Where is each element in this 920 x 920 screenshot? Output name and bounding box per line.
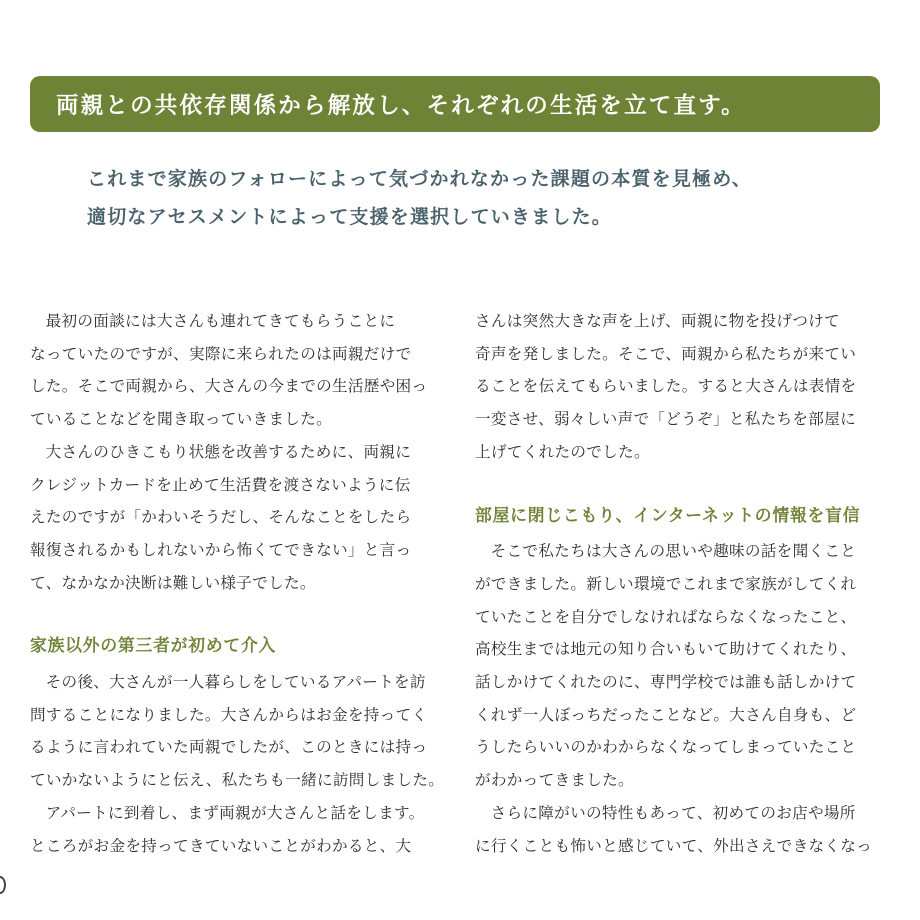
text-line: 高校生までは地元の知り合いもいて助けてくれたり、 [475, 640, 857, 659]
text-line: した。そこで両親から、大さんの今までの生活歴や困っ [30, 377, 428, 396]
text-line: に行くことも怖いと感じていて、外出さえできなくなっ [475, 836, 873, 855]
text-line: うしたらいいのかわからなくなってしまっていたこと [475, 738, 857, 757]
text-line: 問することになりました。大さんからはお金を持ってく [30, 705, 428, 724]
text-line: がわかってきました。 [475, 771, 634, 790]
paragraph [30, 305, 442, 436]
text-line: 最初の面談には大さんも連れてきてもらうことに [45, 312, 396, 330]
paragraph [30, 436, 442, 600]
lead-line: 適切なアセスメントによって支援を選択していきました。 [87, 206, 613, 228]
text-line: ていたことを自分でしなければならなくなったこと、 [475, 607, 857, 626]
text-line: なっていたのですが、実際に来られたのは両親だけで [30, 344, 412, 363]
text-line: 報復されるかもしれないから怖くてできない」と言っ [30, 540, 412, 559]
text-line: 大さんのひきこもり状態を改善するために、両親に [45, 442, 412, 461]
text-line: クレジットカードを止めて生活費を渡さないように伝 [30, 475, 411, 494]
text-line: るように言われていた両親でしたが、このときには持っ [30, 738, 428, 757]
paragraph [475, 797, 887, 862]
paragraph [30, 666, 445, 797]
text-line: さんは突然大きな声を上げ、両親に物を投げつけて [475, 312, 840, 330]
text-line: 上げてくれたのでした。 [475, 442, 650, 461]
text-line: ところがお金を持ってきていないことがわかると、大 [30, 836, 412, 855]
text-line: 奇声を発しました。そこで、両親から私たちが来てい [475, 344, 857, 363]
lead-line: これまで家族のフォローによって気づかれなかった課題の本質を見極め、 [87, 168, 752, 190]
text-line: ることを伝えてもらいました。すると大さんは表情を [475, 377, 857, 396]
banner-title: 両親との共依存関係から解放し、それぞれの生活を立て直す。 [56, 93, 746, 119]
left-column [30, 305, 445, 862]
text-line: 一変させ、弱々しい声で「どうぞ」と私たちを部屋に [475, 410, 856, 429]
text-line: その後、大さんが一人暮らしをしているアパートを訪 [45, 673, 426, 692]
section-subheading: 家族以外の第三者が初めて介入 [30, 635, 277, 656]
text-line: ていかないようにと伝え、私たちも一緒に訪問しました。 [30, 771, 445, 790]
text-line: くれず一人ぼっちだったことなど。大さん自身も、ど [475, 705, 857, 724]
text-line: 話しかけてくれたのに、専門学校では誰も話しかけて [475, 673, 857, 692]
paragraph [475, 535, 887, 797]
text-line: ていることなどを聞き取っていきました。 [30, 410, 332, 429]
right-column [475, 305, 887, 862]
lead-text [87, 160, 867, 236]
paragraph [475, 305, 887, 469]
text-line: アパートに到着し、まず両親が大さんと話をします。 [45, 803, 425, 822]
paragraph [30, 797, 442, 862]
text-line: えたのですが「かわいそうだし、そんなことをしたら [30, 508, 412, 527]
text-line: ができました。新しい環境でこれまで家族がしてくれ [475, 574, 857, 593]
section-subheading: 部屋に閉じこもり、インターネットの情報を盲信 [475, 504, 861, 525]
section-banner [30, 76, 880, 132]
page-edge-mark [0, 876, 6, 894]
text-line: さらに障がいの特性もあって、初めてのお店や場所 [490, 803, 856, 822]
text-line: そこで私たちは大さんの思いや趣味の話を聞くこと [490, 542, 857, 561]
text-line: て、なかなか決断は難しい様子でした。 [30, 573, 316, 592]
